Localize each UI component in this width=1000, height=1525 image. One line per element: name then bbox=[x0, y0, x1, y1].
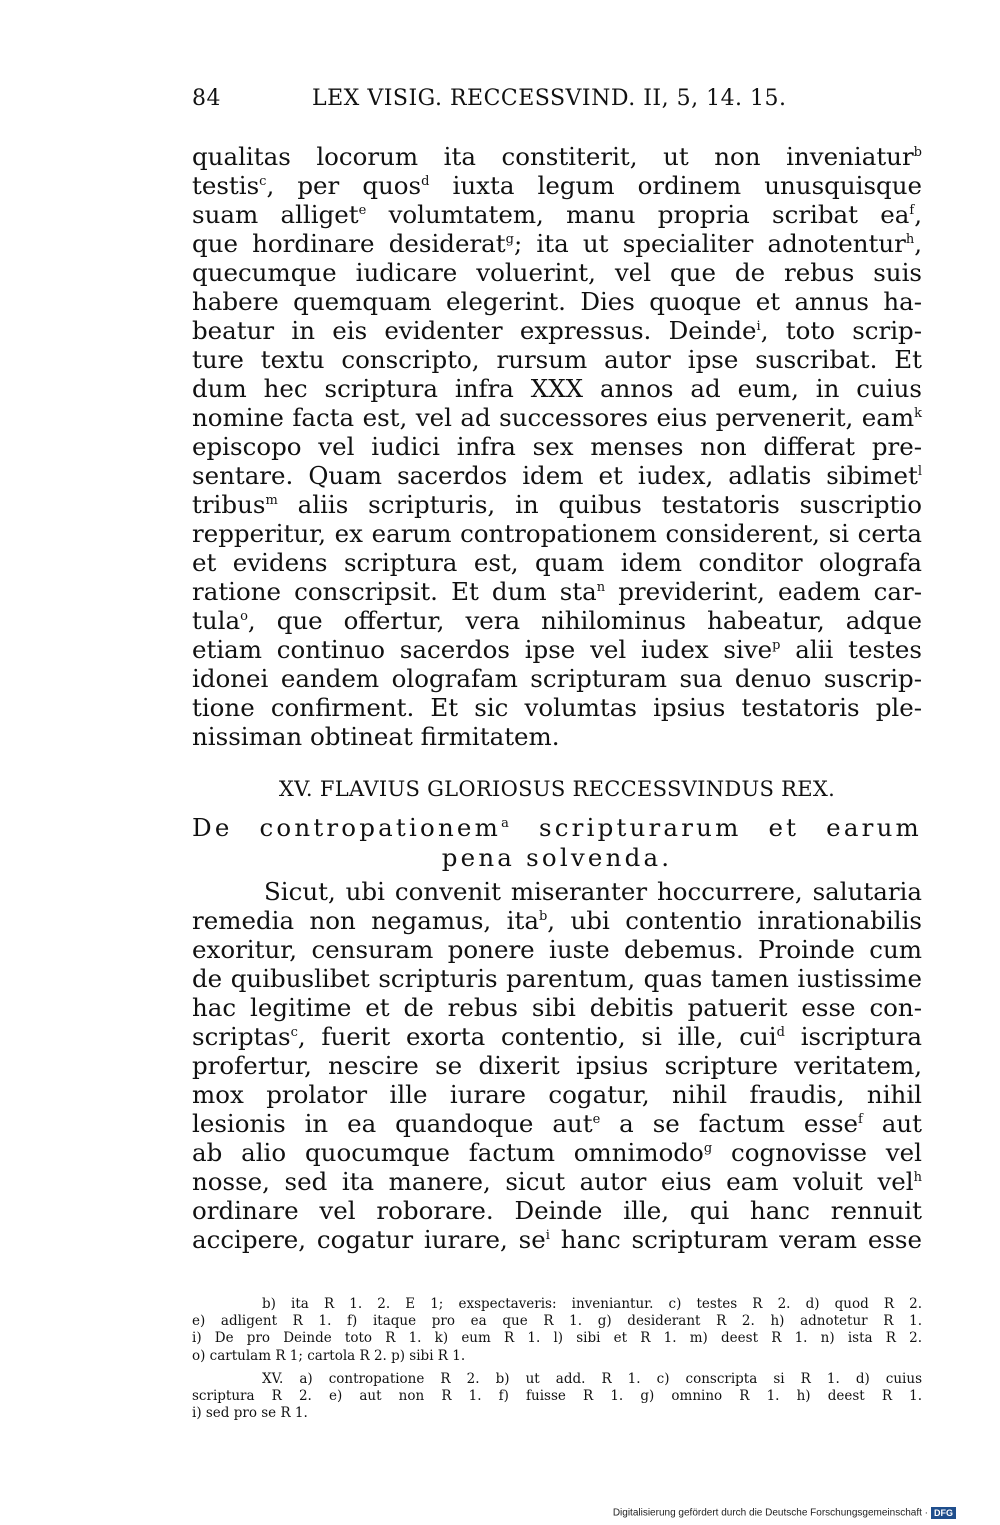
text-run: profertur, nescire se dixerit ipsius scripture veritatem, bbox=[192, 1051, 922, 1080]
footnote-mark: a bbox=[501, 815, 513, 831]
text-line bbox=[192, 877, 922, 906]
text-run: Sicut, ubi convenit miseranter hoccurrere, salutaria bbox=[264, 877, 922, 906]
text-line bbox=[192, 374, 922, 403]
text-run: accipere, cogatur iurare, se bbox=[192, 1225, 546, 1254]
text-line bbox=[192, 258, 922, 287]
chapter-rubric bbox=[192, 813, 922, 873]
text-run: cognovisse vel bbox=[712, 1138, 922, 1167]
text-run: suam alliget bbox=[192, 200, 359, 229]
text-line bbox=[192, 993, 922, 1022]
text-run: et evidens scriptura est, quam idem conditor olografa bbox=[192, 548, 922, 577]
text-run: previderint, eadem car- bbox=[605, 577, 922, 606]
text-run: lesionis in ea quandoque aut bbox=[192, 1109, 593, 1138]
footnote-mark: e bbox=[592, 1111, 601, 1127]
dfg-logo: DFG bbox=[931, 1507, 956, 1519]
footnote-mark: b bbox=[913, 144, 922, 160]
text-run: ture textu conscripto, rursum autor ipse suscribat. Et bbox=[192, 345, 922, 374]
text-run: habere quemquam elegerint. Dies quoque et annus ha- bbox=[192, 287, 922, 316]
text-run: aliis scripturis, in quibus testatoris suscriptio bbox=[277, 490, 922, 519]
text-line bbox=[192, 664, 922, 693]
footnote-mark: o bbox=[240, 608, 248, 624]
text-run: , bbox=[914, 229, 922, 258]
text-run: dum hec scriptura infra XXX annos ad eum, in cuius bbox=[192, 374, 922, 403]
text-line bbox=[192, 693, 922, 722]
text-line bbox=[192, 906, 922, 935]
footnote-mark: c bbox=[259, 173, 267, 189]
text-run: nosse, sed ita manere, sicut autor eius eam voluit vel bbox=[192, 1167, 914, 1196]
text-line bbox=[192, 1225, 922, 1254]
text-run: testis bbox=[192, 171, 260, 200]
text-run: repperitur, ex earum contropationem considerent, si certa bbox=[192, 519, 922, 548]
text-run: tula bbox=[192, 606, 241, 635]
text-run: iuxta legum ordinem unusquisque bbox=[429, 171, 922, 200]
text-run: , per quos bbox=[266, 171, 422, 200]
text-line bbox=[192, 200, 922, 229]
text-run: ordinare vel roborare. Deinde ille, qui hanc rennuit bbox=[192, 1196, 922, 1225]
text-line bbox=[192, 577, 922, 606]
text-run: etiam continuo sacerdos ipse vel iudex sive bbox=[192, 635, 773, 664]
footnote-mark: f bbox=[909, 202, 915, 218]
body-text-lower bbox=[192, 877, 922, 1254]
footnote-mark: h bbox=[913, 1169, 922, 1185]
footnote-line: b) ita R 1. 2. E 1; exspectaveris: inveniantur. c) testes R 2. d) quod R 2. bbox=[262, 1296, 922, 1312]
text-line bbox=[192, 142, 922, 171]
text-run: , toto scrip- bbox=[760, 316, 923, 345]
text-run: , fuerit exorta contentio, si ille, cui bbox=[297, 1022, 777, 1051]
text-run: ratione conscripsit. Et dum sta bbox=[192, 577, 597, 606]
running-title: LEX VISIG. RECCESSVIND. II, 5, 14. 15. bbox=[312, 86, 787, 111]
text-run: tribus bbox=[192, 490, 266, 519]
text-run: scriptas bbox=[192, 1022, 291, 1051]
text-run: ab alio quocumque factum omnimodo bbox=[192, 1138, 704, 1167]
footnote-mark: p bbox=[772, 637, 781, 653]
text-run: , ubi contentio inrationabilis bbox=[547, 906, 922, 935]
text-line bbox=[192, 606, 922, 635]
text-run: nomine facta est, vel ad successores eius pervenerit, eam bbox=[192, 403, 915, 432]
footnote-mark: i bbox=[545, 1227, 550, 1243]
text-line bbox=[192, 635, 922, 664]
footnote-mark: m bbox=[265, 492, 278, 508]
text-line bbox=[192, 490, 922, 519]
footnote-line: i) De pro Deinde toto R 1. k) eum R 1. l) sibi et R 1. m) deest R 1. n) ista R 2. bbox=[192, 1330, 922, 1347]
text-line bbox=[192, 229, 922, 258]
footnote-mark: f bbox=[858, 1111, 863, 1127]
text-run: que hordinare desiderat bbox=[192, 229, 506, 258]
text-line bbox=[192, 287, 922, 316]
text-line bbox=[192, 1080, 922, 1109]
text-run: quecumque iudicare voluerint, vel que de rebus suis bbox=[192, 258, 922, 287]
text-run: alii testes bbox=[780, 635, 923, 664]
text-line bbox=[192, 935, 922, 964]
text-run: iscriptura bbox=[784, 1022, 922, 1051]
text-run: beatur in eis evidenter expressus. Deinde bbox=[192, 316, 757, 345]
footnote-mark: d bbox=[421, 173, 430, 189]
footnote-line: scriptura R 2. e) aut non R 1. f) fuisse R 1. g) omnino R 1. h) deest R 1. bbox=[192, 1388, 922, 1405]
footnote-mark: b bbox=[538, 908, 548, 924]
text-run: idonei eandem olografam scripturam sua denuo suscrip- bbox=[192, 664, 922, 693]
footnote-mark: h bbox=[905, 231, 915, 247]
text-line bbox=[192, 316, 922, 345]
rubric-line-2: pena solvenda. bbox=[441, 843, 673, 872]
footnotes bbox=[192, 1296, 922, 1422]
rubric-line-1: De contropationem$^a$ scripturarum et earum bbox=[192, 813, 922, 842]
text-line bbox=[192, 1167, 922, 1196]
text-run: exoritur, censuram ponere iuste debemus. Proinde cum bbox=[192, 935, 922, 964]
footnote-line: XV. a) contropatione R 2. b) ut add. R 1. c) conscripta si R 1. d) cuius bbox=[262, 1370, 922, 1387]
text-line bbox=[192, 345, 922, 374]
footnote-mark: n bbox=[596, 579, 606, 595]
text-line bbox=[192, 403, 922, 432]
text-line bbox=[192, 461, 922, 490]
footnote-line: i) sed pro se R 1. bbox=[192, 1405, 308, 1422]
text-run: aut bbox=[862, 1109, 922, 1138]
text-line bbox=[192, 1022, 922, 1051]
text-line bbox=[192, 432, 922, 461]
text-run: a se factum esse bbox=[600, 1109, 859, 1138]
footnote-mark: g bbox=[703, 1140, 713, 1156]
text-run: remedia non negamus, ita bbox=[192, 906, 539, 935]
footnote-mark: e bbox=[358, 202, 367, 218]
text-run: sentare. Quam sacerdos idem et iudex, adlatis sibimet bbox=[192, 461, 918, 490]
text-run: mox prolator ille iurare cogatur, nihil fraudis, nihil bbox=[192, 1080, 922, 1109]
text-line bbox=[192, 519, 922, 548]
page-number: 84 bbox=[192, 86, 221, 111]
text-run: hanc scripturam veram esse bbox=[549, 1225, 923, 1254]
footnote-mark: g bbox=[505, 231, 514, 247]
text-run: , que offertur, vera nihilominus habeatur, adque bbox=[247, 606, 922, 635]
text-run: qualitas locorum ita constiterit, ut non inveniatur bbox=[192, 142, 914, 171]
text-run: tione confirment. Et sic volumtas ipsius testatoris ple- bbox=[192, 693, 922, 722]
text-run: ; ita ut specialiter adnotentur bbox=[513, 229, 906, 258]
text-line bbox=[192, 548, 922, 577]
footnote-line: e) adligent R 1. f) itaque pro ea que R 1. g) desiderant R 2. h) adnotetur R 1. bbox=[192, 1313, 922, 1330]
footnote-mark: c bbox=[290, 1024, 298, 1040]
footnote-mark: l bbox=[917, 463, 922, 479]
text-run: , bbox=[914, 200, 922, 229]
footnote-mark: i bbox=[756, 318, 761, 334]
text-line bbox=[192, 171, 922, 200]
chapter-heading: XV. FLAVIUS GLORIOSUS RECCESSVINDUS REX. bbox=[278, 777, 836, 801]
digitization-credit: Digitalisierung gefördert durch die Deutsche Forschungsgemeinschaft · DFG bbox=[613, 1507, 956, 1519]
text-run: hac legitime et de rebus sibi debitis patuerit esse con- bbox=[192, 993, 922, 1022]
text-line bbox=[192, 1109, 922, 1138]
footnote-mark: k bbox=[914, 405, 922, 421]
text-run: volumtatem, manu propria scribat ea bbox=[366, 200, 910, 229]
footnote-line: o) cartulam R 1; cartola R 2. p) sibi R 1. bbox=[192, 1347, 466, 1364]
text-line bbox=[192, 1051, 922, 1080]
text-run: episcopo vel iudici infra sex menses non differat pre- bbox=[192, 432, 922, 461]
text-line bbox=[192, 722, 922, 751]
text-line bbox=[192, 1196, 922, 1225]
text-run: de quibuslibet scripturis parentum, quas tamen iustissime bbox=[192, 964, 922, 993]
text-line bbox=[192, 1138, 922, 1167]
footnote-mark: d bbox=[776, 1024, 785, 1040]
body-text-upper bbox=[192, 142, 922, 751]
text-run: nissiman obtineat firmitatem. bbox=[192, 722, 560, 751]
text-line bbox=[192, 964, 922, 993]
